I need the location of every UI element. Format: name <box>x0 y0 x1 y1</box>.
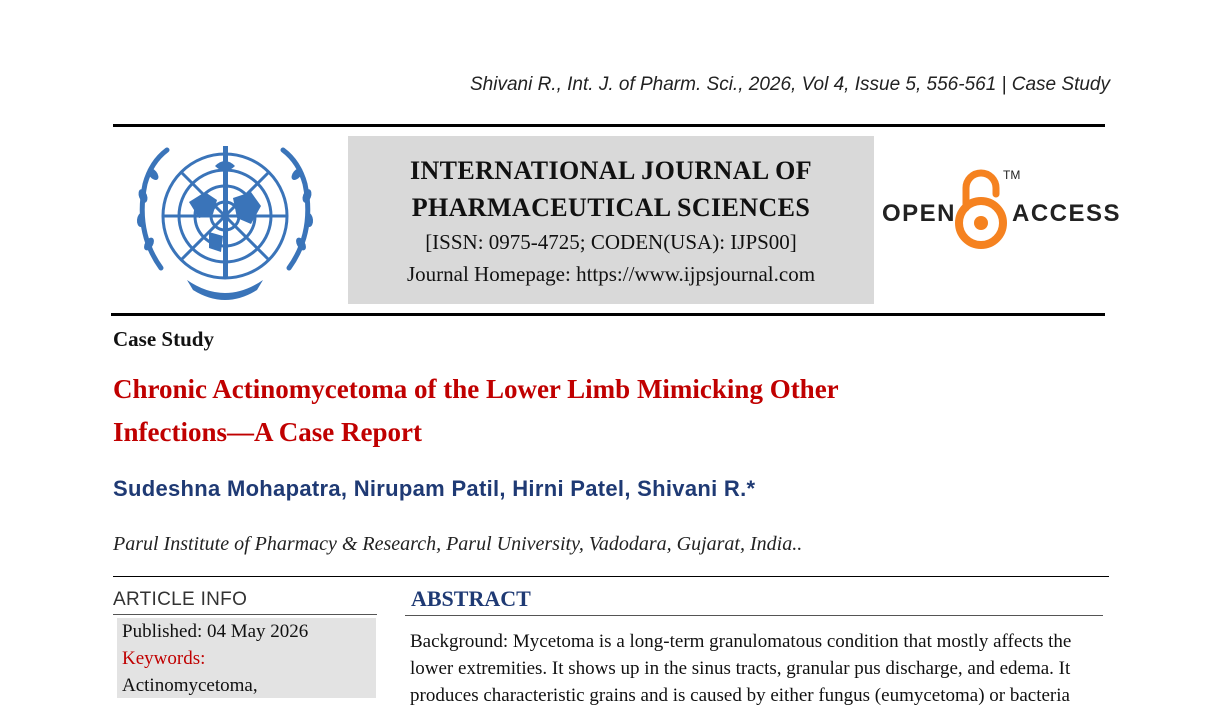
keyword-item: Actinomycetoma, <box>122 675 258 696</box>
header-bottom-rule <box>111 313 1105 316</box>
journal-citation: Shivani R., Int. J. of Pharm. Sci., 2026, Vol 4, Issue 5, 556-561 | Case Study <box>469 74 1110 95</box>
abstract-line-2: lower extremities. It shows up in the sinus tracts, granular pus discharge, and edema. It <box>410 658 1071 679</box>
journal-title-line-1: INTERNATIONAL JOURNAL OF <box>409 156 813 185</box>
article-title-line-1: Chronic Actinomycetoma of the Lower Limb Mimicking Other <box>113 374 839 404</box>
keywords-label: Keywords: <box>122 648 206 669</box>
article-authors: Sudeshna Mohapatra, Nirupam Patil, Hirni Patel, Shivani R.* <box>113 476 756 501</box>
author-affiliation: Parul Institute of Pharmacy & Research, Parul University, Vadodara, Gujarat, India.. <box>113 533 803 555</box>
article-info-rule <box>113 614 377 615</box>
journal-title-line-2: PHARMACEUTICAL SCIENCES <box>411 193 811 222</box>
abstract-line-3: produces characteristic grains and is caused by either fungus (eumycetoma) or bacteria <box>410 685 1070 706</box>
trademark-mark: TM <box>1003 168 1021 182</box>
article-info-heading: ARTICLE INFO <box>113 589 248 610</box>
abstract-line-1: Background: Mycetoma is a long-term granulomatous condition that mostly affects the <box>410 631 1072 652</box>
journal-masthead <box>348 136 874 304</box>
header-top-rule <box>113 124 1105 127</box>
journal-title <box>348 152 874 226</box>
open-access-lock-icon <box>954 166 1008 257</box>
article-title-line-2: Infections—A Case Report <box>113 417 422 447</box>
article-type: Case Study <box>113 327 214 351</box>
abstract-heading: ABSTRACT <box>411 586 531 611</box>
un-medical-emblem-icon <box>127 140 323 308</box>
open-access-open-label: OPEN <box>882 200 957 227</box>
journal-issn: [ISSN: 0975-4725; CODEN(USA): IJPS00] <box>425 230 797 254</box>
abstract-body <box>410 628 1108 709</box>
open-access-logo <box>880 166 1122 256</box>
journal-homepage-link[interactable]: Journal Homepage: https://www.ijpsjournal.com <box>406 262 816 286</box>
article-info-box <box>117 618 376 698</box>
open-access-access-label: ACCESS <box>1012 200 1122 227</box>
section-divider <box>113 576 1109 577</box>
article-title <box>113 368 1073 454</box>
published-date: Published: 04 May 2026 <box>122 621 309 642</box>
abstract-rule <box>405 615 1103 616</box>
